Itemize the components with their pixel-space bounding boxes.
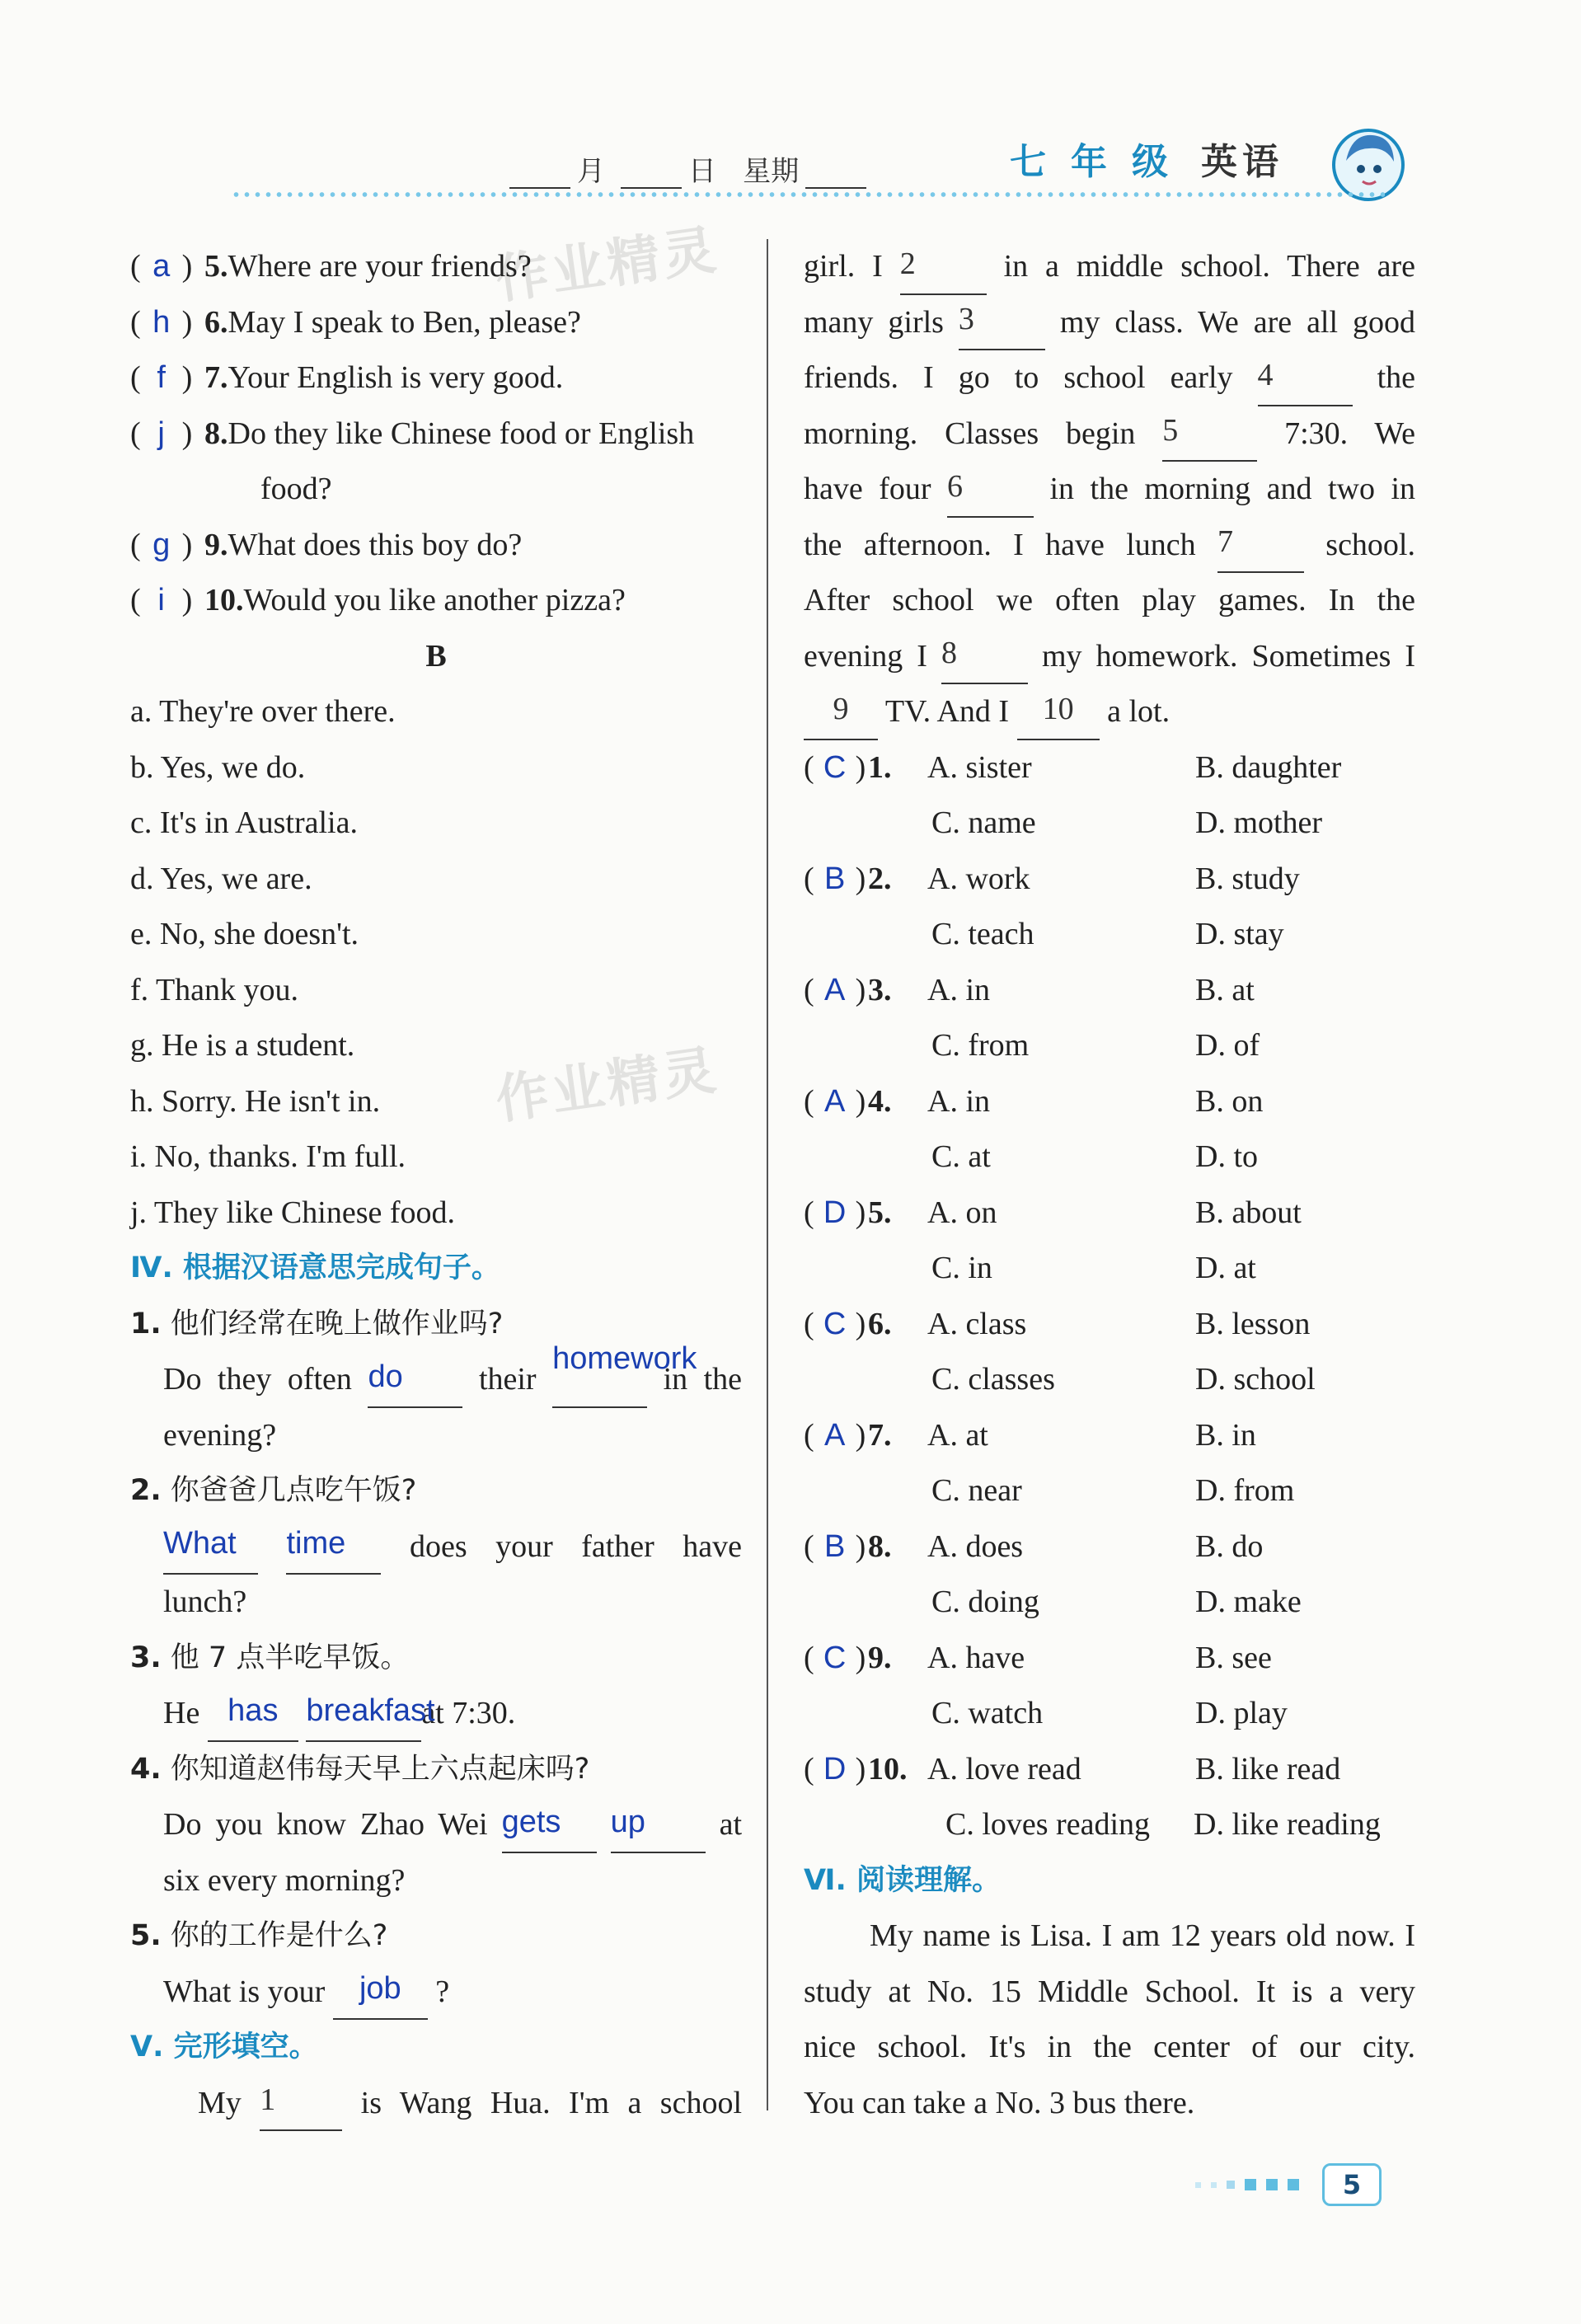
- section-4-title: Ⅳ. 根据汉语意思完成句子。: [130, 1251, 500, 1284]
- answer[interactable]: C: [823, 1306, 847, 1341]
- response-option: j. They like Chinese food.: [130, 1195, 456, 1230]
- weekday-blank[interactable]: [805, 162, 866, 189]
- pager-dot: [1245, 2179, 1256, 2190]
- option-c[interactable]: C. name: [931, 805, 1036, 840]
- mc-question: ( B )8. A. does B. do: [804, 1519, 1415, 1575]
- mc-question: ( C )9. A. have B. see: [804, 1631, 1415, 1687]
- cloze-line: After school we often play games. In the: [804, 583, 1415, 617]
- match-item: ( h ) 6.May I speak to Ben, please?: [130, 295, 742, 351]
- option-d[interactable]: D. school: [1195, 1362, 1316, 1397]
- translation-question: 2. 你爸爸几点吃午饭?: [130, 1474, 417, 1507]
- translation-answer-line: He has breakfastat 7:30.: [130, 1686, 742, 1742]
- month-label: 月: [577, 155, 605, 188]
- grade-subject-title: [1010, 132, 1283, 185]
- option-a[interactable]: A. does: [927, 1528, 1024, 1564]
- option-a[interactable]: A. sister: [927, 749, 1032, 785]
- option-a[interactable]: A. class: [927, 1306, 1027, 1341]
- mc-question: ( C )1. A. sister B. daughter: [804, 740, 1415, 796]
- translation-answer-line: What is your job ?: [130, 1965, 742, 2021]
- option-b[interactable]: B. see: [1195, 1640, 1272, 1675]
- option-d[interactable]: D. of: [1195, 1028, 1260, 1063]
- pager-dot: [1266, 2179, 1278, 2190]
- translation-answer-line: Do you know Zhao Wei gets up at: [130, 1797, 742, 1853]
- option-b[interactable]: B. about: [1195, 1195, 1302, 1230]
- match-item: ( f ) 7.Your English is very good.: [130, 350, 742, 406]
- answer[interactable]: C: [823, 749, 847, 785]
- mc-options-row: [804, 1686, 1415, 1742]
- option-c[interactable]: C. watch: [931, 1696, 1044, 1730]
- answer[interactable]: A: [823, 972, 846, 1007]
- option-c[interactable]: C. near: [931, 1473, 1022, 1508]
- answer[interactable]: C: [823, 1640, 847, 1675]
- translation-question: 3. 他 7 点半吃早饭。: [130, 1641, 410, 1674]
- page-number: 5: [1322, 2163, 1382, 2206]
- option-b[interactable]: B. at: [1195, 972, 1255, 1007]
- response-option: h. Sorry. He isn't in.: [130, 1083, 381, 1119]
- answer[interactable]: D: [823, 1751, 847, 1786]
- option-c[interactable]: C. at: [931, 1139, 991, 1174]
- response-option: g. He is a student.: [130, 1028, 355, 1063]
- cloze-line: evening I 8 my homework. Sometimes I: [804, 629, 1415, 685]
- cloze-line: many girls 3 my class. We are all good: [804, 295, 1415, 351]
- translation-answer-line: evening?: [163, 1417, 277, 1453]
- option-c[interactable]: C. loves reading: [945, 1807, 1151, 1842]
- day-label: 日: [687, 155, 716, 188]
- mc-options-row: [804, 1575, 1415, 1631]
- option-d[interactable]: D. make: [1195, 1585, 1302, 1619]
- mc-question: ( A )7. A. at B. in: [804, 1408, 1415, 1464]
- response-option: b. Yes, we do.: [130, 749, 306, 785]
- right-column: [804, 239, 1415, 2131]
- response-option: f. Thank you.: [130, 972, 299, 1007]
- translation-answer-line: six every morning?: [163, 1862, 406, 1898]
- pager-dot: [1227, 2181, 1235, 2189]
- mc-options-row: [804, 1241, 1415, 1297]
- pager-dot: [1211, 2182, 1217, 2188]
- header-dotted-rule: [231, 192, 1385, 197]
- option-a[interactable]: A. have: [927, 1640, 1025, 1675]
- mc-question: ( D )5. A. on B. about: [804, 1185, 1415, 1242]
- cloze-line: 9 TV. And I 10 a lot.: [804, 684, 1415, 740]
- section-5-title: Ⅴ. 完形填空。: [130, 2031, 318, 2063]
- answer[interactable]: a: [152, 249, 171, 284]
- option-c[interactable]: C. teach: [931, 917, 1034, 951]
- option-b[interactable]: B. in: [1195, 1417, 1256, 1453]
- option-a[interactable]: A. work: [927, 861, 1030, 896]
- option-c[interactable]: C. from: [931, 1028, 1030, 1063]
- answer-blank[interactable]: What: [163, 1526, 237, 1561]
- weekday-label: 星期: [743, 155, 800, 188]
- option-d[interactable]: D. play: [1195, 1696, 1288, 1730]
- option-d[interactable]: D. stay: [1195, 917, 1284, 951]
- option-d[interactable]: D. like reading: [1194, 1807, 1381, 1842]
- response-option: a. They're over there.: [130, 694, 396, 729]
- match-item-continuation: food?: [260, 472, 332, 506]
- answer-blank[interactable]: breakfast: [306, 1693, 435, 1728]
- reading-line: nice school. It's in the center of our city.: [804, 2030, 1415, 2064]
- translation-question: 5. 你的工作是什么?: [130, 1919, 388, 1952]
- translation-answer-line: Do they often do their homework in the: [130, 1352, 742, 1408]
- answer-blank[interactable]: do: [368, 1359, 403, 1394]
- translation-answer-line: What time does your father have: [130, 1519, 742, 1575]
- answer[interactable]: D: [823, 1195, 847, 1230]
- mc-options-row: [804, 907, 1415, 963]
- translation-question: 1. 他们经常在晚上做作业吗?: [130, 1307, 504, 1340]
- translation-answer-line: lunch?: [163, 1585, 247, 1619]
- answer[interactable]: B: [823, 861, 846, 896]
- option-d[interactable]: D. from: [1195, 1473, 1295, 1508]
- month-blank[interactable]: [509, 162, 570, 189]
- answer-blank[interactable]: time: [286, 1526, 346, 1561]
- cloze-line: have four 6 in the morning and two in: [804, 462, 1415, 518]
- cloze-line: My 1 is Wang Hua. I'm a school: [130, 2076, 742, 2132]
- option-a[interactable]: A. love read: [927, 1751, 1081, 1786]
- answer[interactable]: f: [157, 360, 166, 395]
- mc-question: ( B )2. A. work B. study: [804, 852, 1415, 908]
- mc-options-row: [804, 1463, 1415, 1519]
- match-item: ( i ) 10.Would you like another pizza?: [130, 573, 742, 629]
- watermark: 作业精灵: [492, 219, 723, 312]
- option-b[interactable]: B. do: [1195, 1528, 1264, 1564]
- option-c[interactable]: C. classes: [931, 1362, 1055, 1397]
- reading-line: My name is Lisa. I am 12 years old now. I: [870, 1918, 1415, 1953]
- option-c[interactable]: C. in: [931, 1251, 992, 1285]
- mc-question: ( A )3. A. in B. at: [804, 963, 1415, 1019]
- match-item: ( j ) 8.Do they like Chinese food or English: [130, 406, 742, 462]
- match-item: ( a ) 5.Where are your friends?: [130, 239, 742, 295]
- match-item: ( g ) 9.What does this boy do?: [130, 518, 742, 574]
- reading-line: You can take a No. 3 bus there.: [804, 2085, 1195, 2120]
- option-b[interactable]: B. like read: [1195, 1751, 1341, 1786]
- pager-dot: [1195, 2182, 1201, 2188]
- response-option: i. No, thanks. I'm full.: [130, 1139, 406, 1174]
- answer[interactable]: g: [152, 527, 171, 562]
- day-blank[interactable]: [621, 162, 682, 189]
- reading-line: study at No. 15 Middle School. It is a very: [804, 1974, 1415, 2009]
- answer[interactable]: A: [823, 1083, 846, 1119]
- cloze-line: morning. Classes begin 5 7:30. We: [804, 406, 1415, 462]
- multiple-choice-list: [804, 740, 1415, 1853]
- answer[interactable]: i: [157, 583, 165, 617]
- answer-blank[interactable]: up: [610, 1804, 645, 1839]
- option-d[interactable]: D. to: [1195, 1139, 1258, 1174]
- answer-blank[interactable]: gets: [501, 1804, 561, 1839]
- mc-question: ( D )10. A. love read B. like read: [804, 1742, 1415, 1798]
- option-a[interactable]: A. in: [927, 1083, 990, 1119]
- left-column: [130, 239, 742, 2131]
- option-b[interactable]: B. lesson: [1195, 1306, 1311, 1341]
- option-c[interactable]: C. doing: [931, 1585, 1039, 1619]
- answer-blank[interactable]: job: [359, 1971, 401, 2006]
- translation-question: 4. 你知道赵伟每天早上六点起床吗?: [130, 1752, 590, 1786]
- response-option: d. Yes, we are.: [130, 861, 312, 896]
- mc-options-row: [804, 796, 1415, 852]
- option-b[interactable]: B. daughter: [1195, 749, 1342, 785]
- option-b[interactable]: B. on: [1195, 1083, 1264, 1119]
- column-divider: [767, 239, 768, 2110]
- option-d[interactable]: D. mother: [1195, 805, 1323, 840]
- option-d[interactable]: D. at: [1195, 1251, 1256, 1285]
- part-b-title: B: [425, 638, 447, 674]
- answer-blank[interactable]: has: [228, 1693, 279, 1728]
- option-a[interactable]: A. at: [927, 1417, 988, 1453]
- answer[interactable]: j: [157, 416, 165, 451]
- mc-options-row: [804, 1129, 1415, 1185]
- answer[interactable]: A: [823, 1417, 846, 1453]
- mc-options-row: [804, 1797, 1415, 1853]
- cloze-line: girl. I 2 in a middle school. There are: [804, 239, 1415, 295]
- answer[interactable]: h: [152, 304, 171, 340]
- response-option: c. It's in Australia.: [130, 805, 358, 840]
- pager-dot: [1288, 2179, 1299, 2190]
- cloze-line: the afternoon. I have lunch 7 school.: [804, 518, 1415, 574]
- mc-question: ( A )4. A. in B. on: [804, 1074, 1415, 1130]
- mc-options-row: [804, 1018, 1415, 1074]
- option-b[interactable]: B. study: [1195, 861, 1300, 896]
- option-a[interactable]: A. on: [927, 1195, 997, 1230]
- page-number-badge: [1195, 2168, 1382, 2201]
- grade-label: 七年级: [1010, 141, 1193, 183]
- watermark: 作业精灵: [492, 1040, 723, 1132]
- cloze-line: friends. I go to school early 4 the: [804, 350, 1415, 406]
- answer-blank[interactable]: homework: [552, 1340, 697, 1376]
- option-a[interactable]: A. in: [927, 972, 990, 1007]
- response-option: e. No, she doesn't.: [130, 917, 359, 951]
- answer[interactable]: B: [823, 1528, 846, 1564]
- mc-question: ( C )6. A. class B. lesson: [804, 1297, 1415, 1353]
- date-line: [503, 148, 873, 189]
- mc-options-row: [804, 1352, 1415, 1408]
- section-6-title: Ⅵ. 阅读理解。: [804, 1863, 1001, 1897]
- subject-label: 英语: [1201, 141, 1283, 183]
